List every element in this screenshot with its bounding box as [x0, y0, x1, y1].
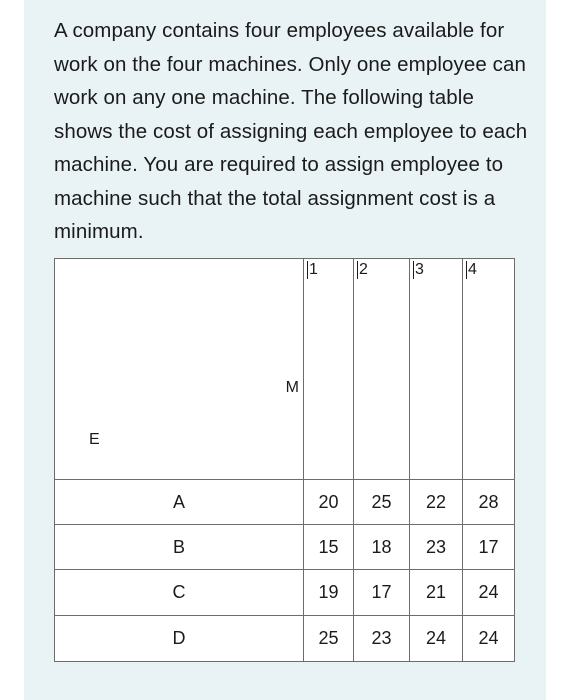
table-row [55, 525, 515, 570]
cost-cell: 17 [463, 525, 515, 570]
cost-cell: 28 [463, 480, 515, 525]
cost-cell: 17 [354, 570, 410, 616]
cost-cell: 19 [304, 570, 354, 616]
employee-axis-label: E [89, 431, 100, 448]
cost-cell: 22 [410, 480, 463, 525]
table-header-row [55, 259, 515, 480]
content-card [24, 0, 546, 700]
cost-cell: 21 [410, 570, 463, 616]
corner-header-cell [55, 259, 304, 480]
machine-axis-label: M [285, 379, 299, 396]
machine-header-1: 1 [304, 259, 354, 480]
machine-header-2: 2 [354, 259, 410, 480]
cost-cell: 20 [304, 480, 354, 525]
cost-cell: 24 [410, 616, 463, 662]
employee-label: B [55, 525, 304, 570]
cost-cell: 18 [354, 525, 410, 570]
cost-table-container [54, 258, 514, 661]
cost-table [54, 258, 515, 662]
table-row [55, 616, 515, 662]
machine-header-3: 3 [410, 259, 463, 480]
cost-cell: 23 [410, 525, 463, 570]
machine-header-4: 4 [463, 259, 515, 480]
table-row [55, 570, 515, 616]
table-row [55, 480, 515, 525]
cost-cell: 15 [304, 525, 354, 570]
employee-label: A [55, 480, 304, 525]
cost-cell: 24 [463, 616, 515, 662]
employee-label: C [55, 570, 304, 616]
cost-cell: 25 [354, 480, 410, 525]
problem-statement: A company contains four employees available for work on the four machines. Only one employee can work on any one machine. The following table shows the cost of assigning each employee to each machine. You are required to assign employee to machine such that the total assignment cost is a minimum. [54, 19, 528, 243]
cost-cell: 23 [354, 616, 410, 662]
employee-label: D [55, 616, 304, 662]
cost-cell: 25 [304, 616, 354, 662]
cost-cell: 24 [463, 570, 515, 616]
